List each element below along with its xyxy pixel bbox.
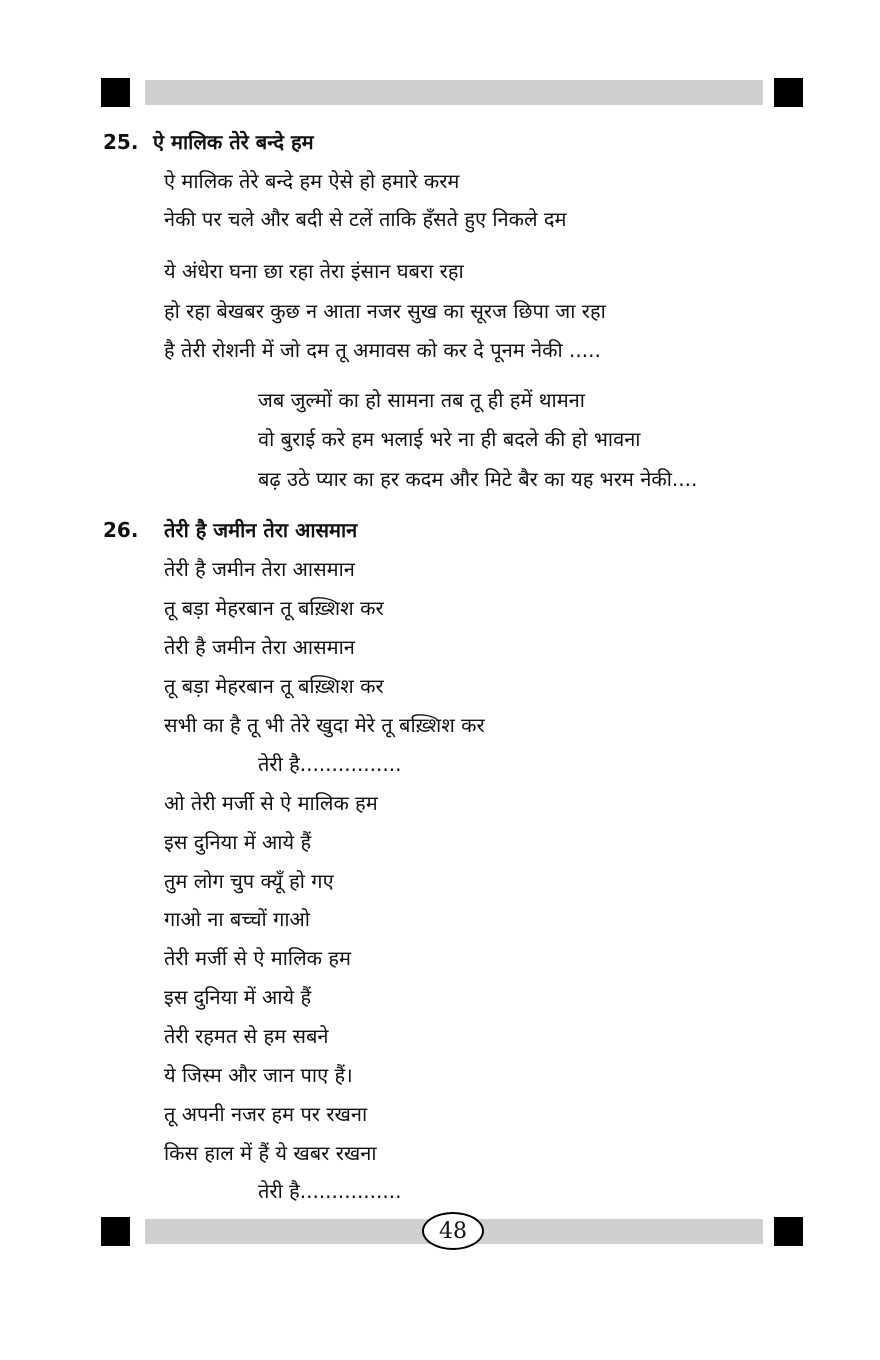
header-strip — [145, 80, 763, 105]
song-26-line: ये जिस्म और जान पाए हैं। — [164, 1063, 353, 1087]
song-26-line: तू बड़ा मेहरबान तू बख़्शिश कर — [164, 596, 384, 620]
header-right-square — [774, 78, 803, 107]
footer-right-square — [774, 1217, 803, 1246]
song-26-line: तेरी है जमीन तेरा आसमान — [164, 635, 355, 659]
song-25-line: बढ़ उठे प्यार का हर कदम और मिटे बैर का यह भरम नेकी.... — [258, 467, 698, 491]
song-26-line: ओ तेरी मर्जी से ऐ मालिक हम — [164, 791, 378, 815]
page-number: 48 — [422, 1212, 484, 1250]
song-26-refrain: तेरी है................ — [258, 1179, 402, 1203]
song-25-line: ऐ मालिक तेरे बन्दे हम ऐसे हो हमारे करम — [164, 169, 460, 193]
song-25-heading — [103, 128, 314, 155]
song-25-line: वो बुराई करे हम भलाई भरे ना ही बदले की हो भावना — [258, 427, 641, 451]
song-26-line: तू बड़ा मेहरबान तू बख़्शिश कर — [164, 674, 384, 698]
header-rule — [101, 78, 803, 108]
header-left-square — [101, 78, 130, 107]
song-26-line: तेरी रहमत से हम सबने — [164, 1024, 329, 1048]
song-26-line: तुम लोग चुप क्यूँ हो गए — [164, 869, 334, 893]
song-26-line: गाओ ना बच्चों गाओ — [164, 907, 310, 931]
song-26-title: तेरी है जमीन तेरा आसमान — [164, 518, 358, 542]
song-26-line: किस हाल में हैं ये खबर रखना — [164, 1141, 377, 1165]
song-26-line: तेरी मर्जी से ऐ मालिक हम — [164, 946, 351, 970]
footer-left-square — [101, 1217, 130, 1246]
song-26-line: सभी का है तू भी तेरे खुदा मेरे तू बख़्शिश कर — [164, 713, 485, 737]
song-26-number: 26. — [103, 518, 139, 542]
song-26-line: तेरी है जमीन तेरा आसमान — [164, 557, 355, 581]
song-25-title: ऐ मालिक तेरे बन्दे हम — [153, 130, 314, 154]
song-26-line: इस दुनिया में आये हैं — [164, 985, 312, 1009]
song-25-line: जब जुल्मों का हो सामना तब तू ही हमें थामना — [258, 388, 585, 412]
song-26-heading — [103, 516, 357, 543]
song-25-number: 25. — [103, 130, 139, 154]
song-26-line: इस दुनिया में आये हैं — [164, 830, 312, 854]
song-26-refrain: तेरी है................ — [258, 752, 402, 776]
song-26-line: तू अपनी नजर हम पर रखना — [164, 1102, 368, 1126]
song-25-line: हो रहा बेखबर कुछ न आता नजर सुख का सूरज छिपा जा रहा — [164, 299, 606, 323]
song-25-line: नेकी पर चले और बदी से टलें ताकि हँसते हुए निकले दम — [164, 207, 567, 231]
song-25-line: ये अंधेरा घना छा रहा तेरा इंसान घबरा रहा — [164, 259, 464, 283]
song-25-line: है तेरी रोशनी में जो दम तू अमावस को कर दे पूनम नेकी ..... — [164, 338, 601, 362]
